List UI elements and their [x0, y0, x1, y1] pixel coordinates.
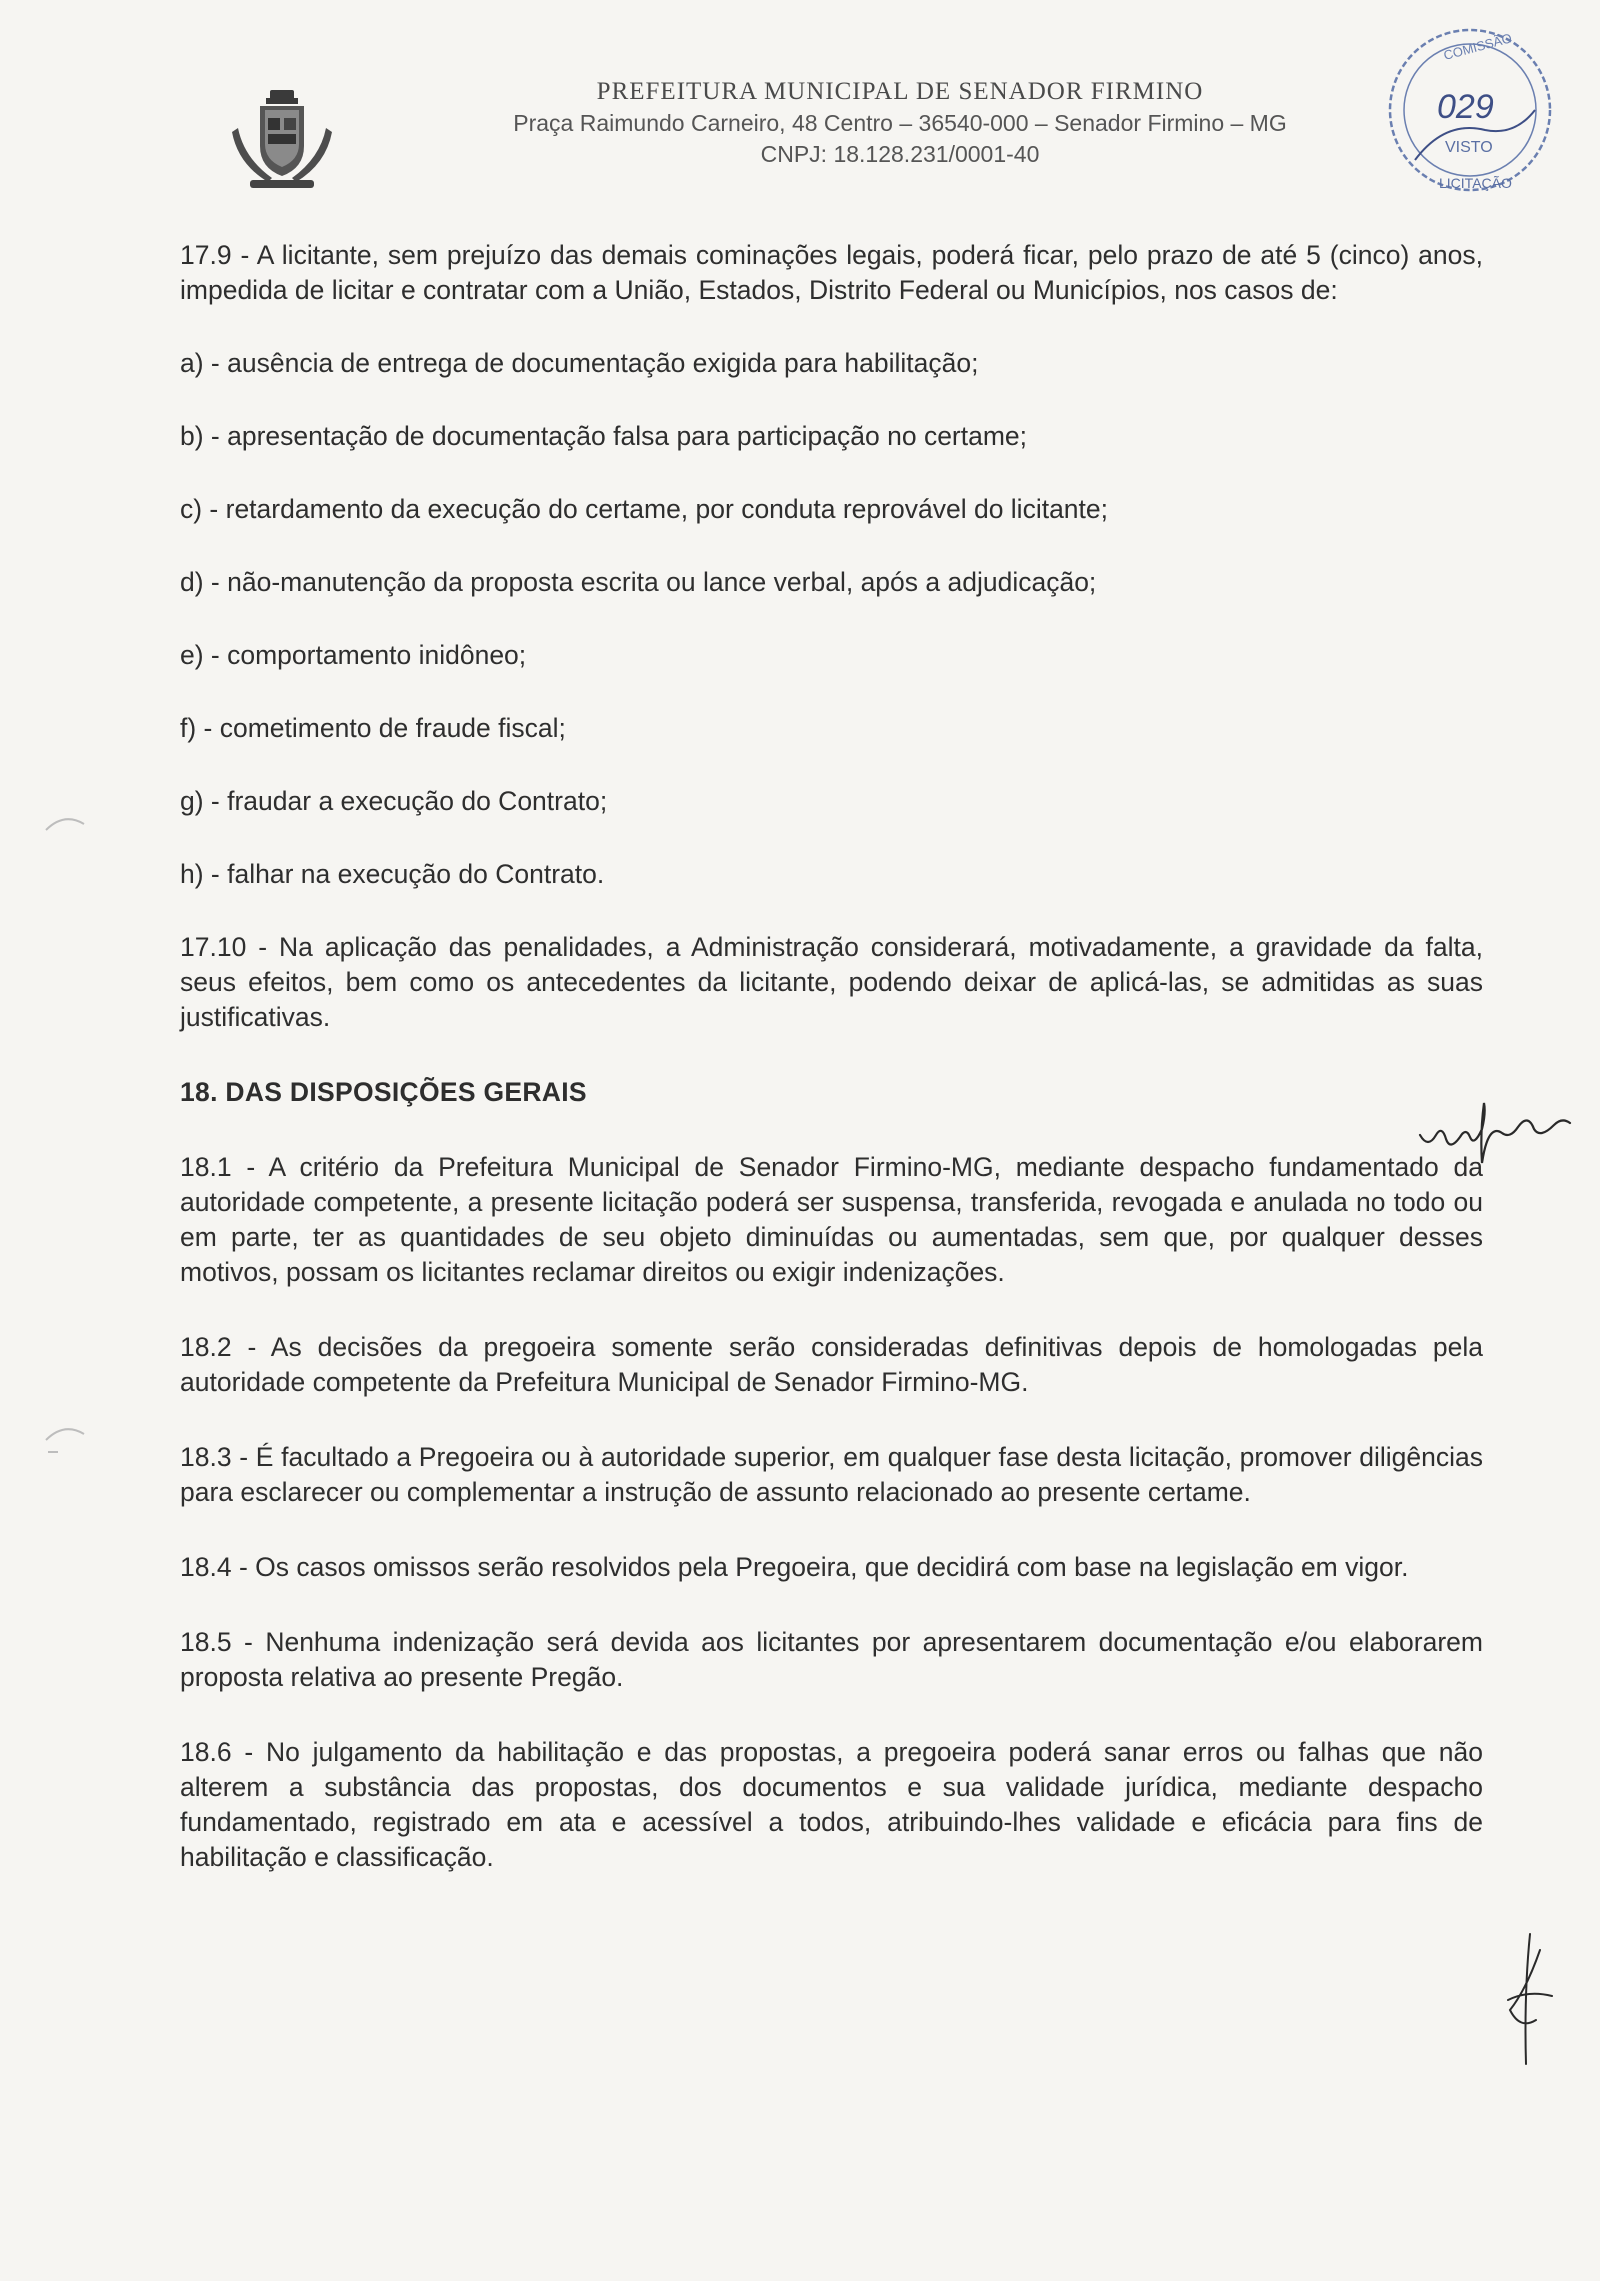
coat-of-arms-icon — [232, 88, 332, 192]
penalty-case-d: d) - não-manutenção da proposta escrita ou lance verbal, após a adjudicação; — [180, 567, 1097, 597]
clause-17-10: 17.10 - Na aplicação das penalidades, a Administração considerará, motivadamente, a gravidade da falta, seus efeitos, bem como os antecedentes da licitante, podendo deixar de aplicá-las, se admitidas as suas justificativas. — [180, 932, 1483, 1032]
penalty-case-b: b) - apresentação de documentação falsa para participação no certame; — [180, 421, 1028, 451]
penalty-case-f: f) - cometimento de fraude fiscal; — [180, 713, 566, 743]
signature-icon — [1410, 1095, 1590, 1205]
clause-18-2: 18.2 - As decisões da pregoeira somente serão consideradas definitivas depois de homologadas pela autoridade competente da Prefeitura Municipal de Senador Firmino-MG. — [180, 1332, 1483, 1397]
penalty-case-a: a) - ausência de entrega de documentação exigida para habilitação; — [180, 348, 979, 378]
stamp-number: 029 — [1437, 88, 1494, 126]
clause-18-3: 18.3 - É facultado a Pregoeira ou à autoridade superior, em qualquer fase desta licitação, promover diligências para esclarecer ou complementar a instrução de assunto relacionado ao presente certame. — [180, 1442, 1483, 1507]
clause-18-5: 18.5 - Nenhuma indenização será devida aos licitantes por apresentarem documentação e/ou elaborarem proposta relativa ao presente Pregão. — [180, 1627, 1483, 1692]
letterhead-address: Praça Raimundo Carneiro, 48 Centro – 36540-000 – Senador Firmino – MG — [513, 110, 1287, 136]
document-body — [180, 238, 1483, 1875]
penalty-case-c: c) - retardamento da execução do certame, por conduta reprovável do licitante; — [180, 494, 1109, 524]
stamp-top-text: COMISSÃO — [1441, 30, 1514, 63]
letterhead — [420, 78, 1380, 168]
rubric-icon — [1500, 1930, 1560, 2070]
penalty-case-h: h) - falhar na execução do Contrato. — [180, 859, 605, 889]
penalty-case-e: e) - comportamento inidôneo; — [180, 640, 527, 670]
clause-18-4: 18.4 - Os casos omissos serão resolvidos pela Pregoeira, que decidirá com base na legislação em vigor. — [180, 1552, 1409, 1582]
clause-17-9: 17.9 - A licitante, sem prejuízo das demais cominações legais, poderá ficar, pelo prazo de até 5 (cinco) anos, impedida de licitar e contratar com a União, Estados, Distrito Federal ou Municípios, nos casos de: — [180, 240, 1483, 305]
stamp-label: LICITAÇÃO — [1439, 175, 1512, 191]
section-heading-18: 18. DAS DISPOSIÇÕES GERAIS — [180, 1077, 587, 1107]
punch-hole-mark-icon — [42, 1420, 88, 1460]
letterhead-title: PREFEITURA MUNICIPAL DE SENADOR FIRMINO — [596, 78, 1204, 105]
punch-hole-mark-icon — [42, 810, 88, 850]
penalty-case-g: g) - fraudar a execução do Contrato; — [180, 786, 608, 816]
clause-18-6: 18.6 - No julgamento da habilitação e das propostas, a pregoeira poderá sanar erros ou falhas que não alterem a substância das propostas, dos documentos e sua validade jurídica, mediante despacho fundamentado, registrado em ata e acessível a todos, atribuindo-lhes validade e eficácia para fins de habilitação e classificação. — [180, 1737, 1483, 1872]
stamp-visto: VISTO — [1445, 139, 1493, 156]
letterhead-cnpj: CNPJ: 18.128.231/0001-40 — [760, 141, 1040, 167]
commission-stamp-icon — [1375, 20, 1565, 198]
clause-18-1: 18.1 - A critério da Prefeitura Municipal de Senador Firmino-MG, mediante despacho fundamentado da autoridade competente, a presente licitação poderá ser suspensa, transferida, revogada e anulada no todo ou em parte, ter as quantidades de seu objeto diminuídas ou aumentadas, sem que, por qualquer desses motivos, possam os licitantes reclamar direitos ou exigir indenizações. — [180, 1152, 1483, 1287]
